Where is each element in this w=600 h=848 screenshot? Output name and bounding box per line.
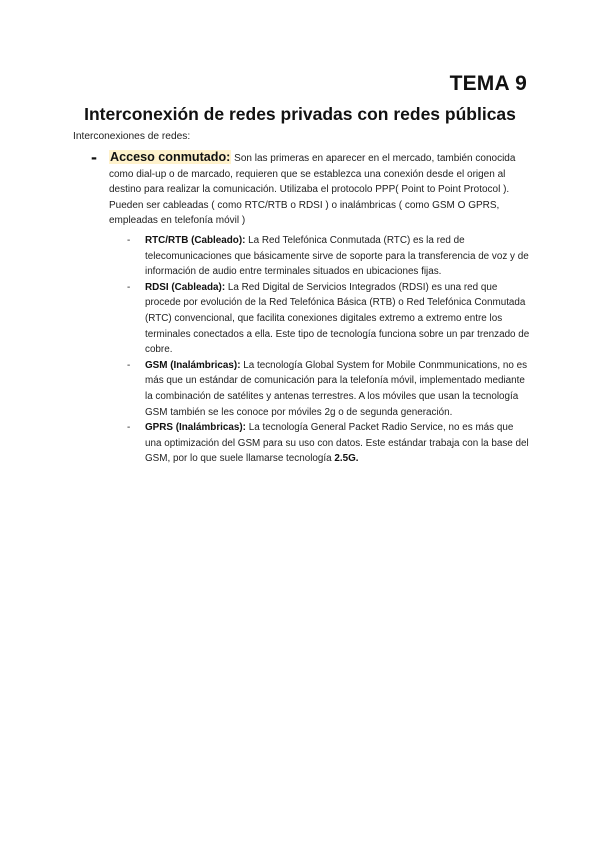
- sub-item-term: GSM (Inalámbricas):: [145, 359, 241, 371]
- sub-list: [127, 233, 532, 467]
- sub-item-highlight: 2.5G.: [334, 453, 359, 465]
- sub-item-text: La Red Digital de Servicios Integrados (RDSI) es una red que procede por evolución de la Red Telefónica Básica (RTB) o Red Telefónica Conmutada (RTC) convencional, que facilita conexiones digitales extremo a extremo entre los terminales conectados a ella. Este tipo de tecnología funciona sobre un par trenzado de cobre.: [145, 281, 530, 356]
- sub-item-text: La Red Telefónica Conmutada (RTC) es la red de telecomunicaciones que básicamente sirve de soporte para la transferencia de voz y de información de audio entre terminales situados en ubicaciones fijas.: [145, 235, 529, 278]
- sub-item-term: RTC/RTB (Cableado):: [145, 235, 246, 246]
- tema-heading: TEMA 9: [449, 72, 527, 95]
- page-title: [0, 104, 600, 125]
- sub-item-term: RDSI (Cableada):: [145, 281, 226, 293]
- main-item-body: [109, 150, 528, 229]
- sub-bullet: -: [127, 235, 131, 246]
- main-item-lead: Acceso conmutado:: [110, 150, 231, 164]
- intro-text: Interconexiones de redes:: [73, 131, 191, 142]
- page-title-text: Interconexión de redes privadas con redes públicas: [84, 104, 516, 124]
- sub-item-gsm: [127, 358, 532, 420]
- sub-item-text: La tecnología Global System for Mobile Conmmunications, no es más que un estándar de comunicación para la telefonía móvil, implementado mediante la combinación de satélites y antenas terrestres. A los móviles que usan la tecnología GSM también se les conoce por móviles 2g o de segunda generación.: [145, 359, 528, 418]
- main-item-text: Son las primeras en aparecer en el mercado, también conocida como dial-up o de marcado, requieren que se establezca una conexión desde el origen al destino para realizar la comunicación. Utilizaba el protocolo PPP( Point to Point Protocol ). Pueden ser cableadas ( como RTC/RTB o RDSI ) o inalámbricas ( como GSM O GPRS, empleadas en telefonía móvil ): [109, 153, 516, 227]
- main-bullet: -: [91, 147, 97, 167]
- sub-item-text: La tecnología General Packet Radio Service, no es más que una optimización del GSM para su uso con datos. Este estándar trabaja con la base del GSM, por lo que suele llamarse tecnología: [145, 422, 529, 465]
- sub-bullet: -: [127, 359, 131, 371]
- sub-item-term: GPRS (Inalámbricas):: [145, 422, 246, 434]
- sub-item-gprs: [127, 420, 532, 467]
- sub-bullet: -: [127, 422, 131, 434]
- sub-item-rdsi: [127, 280, 532, 358]
- main-list-item: [91, 147, 528, 229]
- sub-bullet: -: [127, 281, 131, 293]
- sub-item-rtc: [127, 233, 532, 280]
